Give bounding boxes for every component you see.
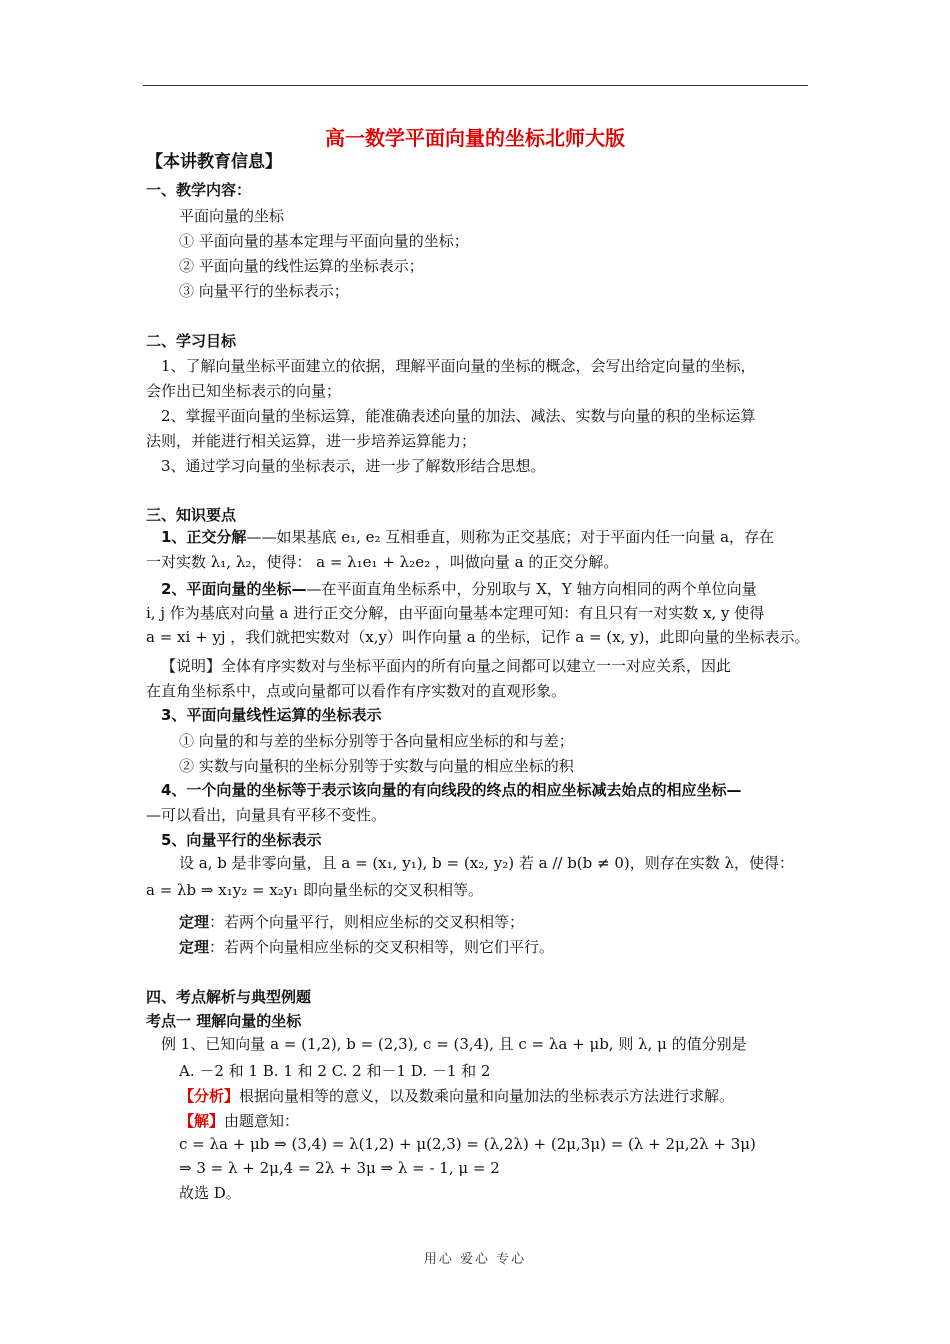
s2-line-0: 1、了解向量坐标平面建立的依据，理解平面向量的坐标的概念，会写出给定向量的坐标， (161, 357, 756, 375)
s3-p2-line-c: a = xi + yj ，我们就把实数对（x,y）叫作向量 a 的坐标，记作 a = (x, y)，此即向量的坐标表示。 (146, 628, 810, 646)
section4-heading: 四、考点解析与典型例题 (146, 988, 312, 1006)
example-1: 例 1、已知向量 a = (1,2), b = (2,3), c = (3,4), 且 c = λa + μb, 则 λ, μ 的值分别是 (161, 1035, 747, 1053)
s3-p1-line-b: 一对实数 λ₁, λ₂，使得： a = λ₁e₁ + λ₂e₂ ，叫做向量 a 的正交分解。 (146, 553, 619, 571)
s2-line-1: 会作出已知坐标表示的向量； (146, 382, 342, 400)
s3-p1-line-a (161, 527, 774, 547)
top-rule (143, 85, 808, 86)
section-header-label: 【本讲教育信息】 (146, 152, 282, 172)
s3-p2-text-a: —在平面直角坐标系中，分别取与 X，Y 轴方向相同的两个单位向量 (306, 580, 757, 598)
theorem-2-text: ：若两个向量相应坐标的交叉积相等，则它们平行。 (209, 938, 555, 956)
s4-kaodian-heading: 考点一 理解向量的坐标 (146, 1012, 302, 1030)
theorem-2-lead: 定理 (179, 938, 210, 956)
page-footer: 用心 爱心 专心 (423, 1252, 527, 1267)
solution-line (179, 1111, 299, 1131)
s3-theorem-1 (179, 912, 524, 932)
s2-line-2: 2、掌握平面向量的坐标运算，能准确表述向量的加法、减法、实数与向量的积的坐标运算 (161, 407, 756, 425)
s3-theorem-2 (179, 937, 554, 957)
solution-text: 由题意知： (224, 1112, 300, 1130)
solution-equation-1: c = λa + μb ⇒ (3,4) = λ(1,2) + μ(2,3) = (λ,2λ) + (2μ,3μ) = (λ + 2μ,2λ + 3μ) (179, 1135, 756, 1153)
s2-line-4: 3、通过学习向量的坐标表示，进一步了解数形结合思想。 (161, 457, 546, 475)
analysis-lead: 【分析】 (179, 1087, 240, 1105)
section3-heading: 三、知识要点 (146, 506, 237, 524)
s3-p1-text-a: ——如果基底 e₁, e₂ 互相垂直，则称为正交基底；对于平面内任一向量 a，存在 (246, 528, 775, 546)
solution-answer: 故选 D。 (179, 1184, 241, 1202)
analysis-text: 根据向量相等的意义，以及数乘向量和向量加法的坐标表示方法进行求解。 (239, 1087, 735, 1105)
s3-p3-item-2: ② 实数与向量积的坐标分别等于实数与向量的相应坐标的积 (179, 757, 574, 775)
theorem-1-text: ：若两个向量平行，则相应坐标的交叉积相等； (209, 913, 525, 931)
s3-p3-item-1: ① 向量的和与差的坐标分别等于各向量相应坐标的和与差； (179, 732, 574, 750)
s3-p5-heading: 5、向量平行的坐标表示 (161, 831, 322, 849)
s3-p4-line-b: —可以看出，向量具有平移不变性。 (146, 806, 387, 824)
solution-lead: 【解】 (179, 1112, 225, 1130)
theorem-1-lead: 定理 (179, 913, 210, 931)
s3-p2-line-a (161, 579, 757, 599)
s3-p1-lead: 1、正交分解 (161, 528, 247, 546)
analysis-line (179, 1086, 734, 1106)
section1-heading: 一、教学内容： (146, 181, 252, 199)
s1-line-0: 平面向量的坐标 (179, 207, 285, 225)
s1-line-2: ② 平面向量的线性运算的坐标表示； (179, 257, 424, 275)
s1-line-1: ① 平面向量的基本定理与平面向量的坐标； (179, 232, 469, 250)
s3-p2-lead: 2、平面向量的坐标— (161, 580, 307, 598)
section2-heading: 二、学习目标 (146, 332, 237, 350)
s3-note-line-a: 【说明】全体有序实数对与坐标平面内的所有向量之间都可以建立一一对应关系，因此 (161, 657, 732, 675)
s3-p4-line-a: 4、一个向量的坐标等于表示该向量的有向线段的终点的相应坐标减去始点的相应坐标— (161, 781, 742, 799)
example-1-options: A. －2 和 1 B. 1 和 2 C. 2 和－1 D. －1 和 2 (179, 1062, 491, 1080)
s3-p2-line-b: i, j 作为基底对向量 a 进行正交分解，由平面向量基本定理可知：有且只有一对实数 x, y 使得 (146, 604, 765, 622)
s3-p5-line-a: 设 a, b 是非零向量，且 a = (x₁, y₁), b = (x₂, y₂) 若 a // b(b ≠ 0)，则存在实数 λ，使得： (179, 854, 795, 872)
s1-line-3: ③ 向量平行的坐标表示； (179, 282, 349, 300)
document-title: 高一数学平面向量的坐标北师大版 (325, 126, 625, 150)
s3-note-line-b: 在直角坐标系中，点或向量都可以看作有序实数对的直观形象。 (146, 682, 567, 700)
s2-line-3: 法则，并能进行相关运算，进一步培养运算能力； (146, 432, 477, 450)
s3-p5-line-b: a = λb ⇒ x₁y₂ = x₂y₁ 即向量坐标的交叉积相等。 (146, 881, 484, 899)
solution-equation-2: ⇒ 3 = λ + 2μ,4 = 2λ + 3μ ⇒ λ = - 1, μ = 2 (179, 1159, 500, 1177)
s3-p3-heading: 3、平面向量线性运算的坐标表示 (161, 706, 382, 724)
